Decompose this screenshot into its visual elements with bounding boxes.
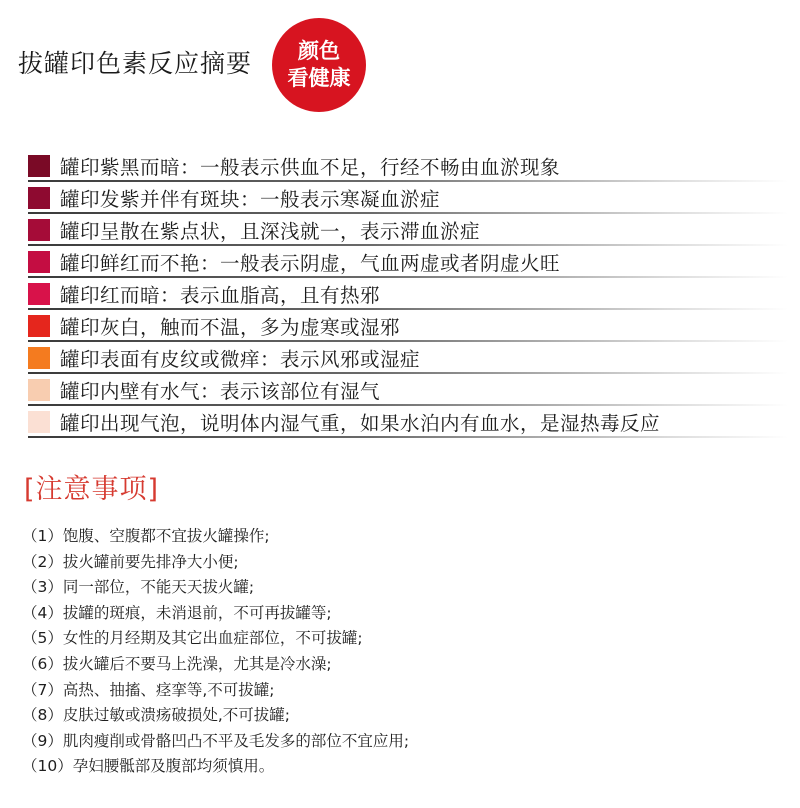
color-legend-list <box>28 150 788 438</box>
note-item: （8）皮肤过敏或溃疡破损处,不可拔罐; <box>22 706 291 725</box>
color-swatch <box>28 219 50 241</box>
note-item: （7）高热、抽搐、痉挛等,不可拔罐; <box>22 680 275 699</box>
color-swatch <box>28 347 50 369</box>
badge-line-1: 颜色 <box>298 39 340 63</box>
page-title: 拔罐印色素反应摘要 <box>18 49 253 78</box>
legend-text: 罐印红而暗：表示血脂高，且有热邪 <box>60 284 381 307</box>
note-item: （10）孕妇腰骶部及腹部均须慎用。 <box>22 757 275 776</box>
legend-text: 罐印表面有皮纹或微痒：表示风邪或湿症 <box>60 348 421 371</box>
legend-row <box>28 150 788 182</box>
badge-line-2: 看健康 <box>287 66 351 90</box>
legend-row <box>28 182 788 214</box>
notes-list <box>22 524 409 780</box>
color-swatch <box>28 411 50 433</box>
legend-text: 罐印灰白，触而不温，多为虚寒或湿邪 <box>60 316 401 339</box>
legend-text: 罐印鲜红而不艳：一般表示阴虚，气血两虚或者阴虚火旺 <box>60 252 561 275</box>
color-swatch <box>28 187 50 209</box>
note-item: （6）拔火罐后不要马上洗澡，尤其是冷水澡; <box>22 654 332 673</box>
legend-row <box>28 406 788 438</box>
legend-row <box>28 342 788 374</box>
legend-row <box>28 246 788 278</box>
legend-row <box>28 214 788 246</box>
note-item: （4）拔罐的斑痕，未消退前，不可再拔罐等; <box>22 603 332 622</box>
color-health-badge <box>272 18 366 112</box>
legend-row <box>28 374 788 406</box>
legend-text: 罐印出现气泡，说明体内湿气重，如果水泊内有血水，是湿热毒反应 <box>60 412 661 435</box>
note-item: （1）饱腹、空腹都不宜拔火罐操作; <box>22 527 270 545</box>
color-swatch <box>28 379 50 401</box>
note-item: （2）拔火罐前要先排净大小便; <box>22 552 239 571</box>
legend-text: 罐印紫黑而暗：一般表示供血不足，行经不畅由血淤现象 <box>60 156 561 179</box>
legend-text: 罐印发紫并伴有斑块：一般表示寒凝血淤症 <box>60 188 441 211</box>
note-item: （5）女性的月经期及其它出血症部位，不可拔罐; <box>22 629 363 648</box>
legend-text: 罐印呈散在紫点状，且深浅就一，表示滞血淤症 <box>60 220 481 243</box>
legend-text: 罐印内壁有水气：表示该部位有湿气 <box>60 380 381 403</box>
color-swatch <box>28 283 50 305</box>
note-item: （9）肌肉瘦削或骨骼凹凸不平及毛发多的部位不宜应用; <box>22 731 410 750</box>
color-swatch <box>28 315 50 337</box>
color-swatch <box>28 155 50 177</box>
note-item: （3）同一部位，不能天天拔火罐; <box>22 578 255 597</box>
color-swatch <box>28 251 50 273</box>
legend-row <box>28 310 788 342</box>
notes-title: [注意事项] <box>24 474 160 505</box>
legend-row <box>28 278 788 310</box>
